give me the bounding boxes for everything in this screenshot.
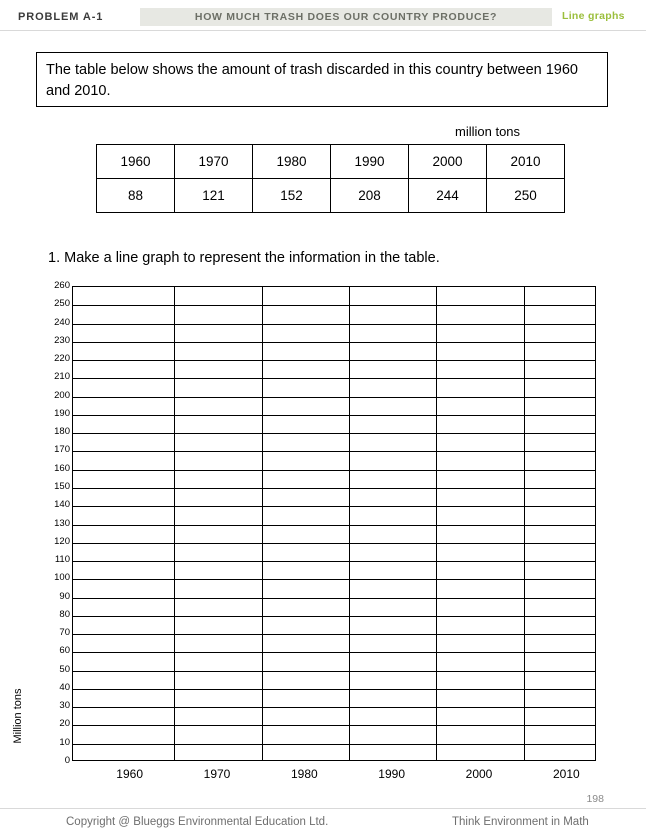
grid-line-horizontal xyxy=(73,671,595,672)
y-axis-tick-label: 10 xyxy=(59,736,70,748)
table-cell-value: 88 xyxy=(97,179,175,213)
table-cell-year: 1970 xyxy=(175,145,253,179)
y-axis-tick-label: 250 xyxy=(54,298,70,310)
footer-copyright: Copyright @ Blueggs Environmental Education Ltd. xyxy=(66,816,329,828)
grid-line-vertical xyxy=(262,287,263,760)
intro-text: The table below shows the amount of trash discarded in this country between 1960 and 2010. xyxy=(46,62,578,99)
grid-line-horizontal xyxy=(73,561,595,562)
grid-line-horizontal xyxy=(73,634,595,635)
grid-line-horizontal xyxy=(73,707,595,708)
grid-line-horizontal xyxy=(73,506,595,507)
table-units-label: million tons xyxy=(455,124,521,139)
grid-line-vertical xyxy=(436,287,437,760)
y-axis-tick-label: 0 xyxy=(64,755,70,766)
grid-line-horizontal xyxy=(73,652,595,653)
header-title: HOW MUCH TRASH DOES OUR COUNTRY PRODUCE? xyxy=(194,11,498,23)
grid-line-horizontal xyxy=(73,744,595,745)
footer-divider xyxy=(0,808,646,809)
grid-line-horizontal xyxy=(73,725,595,726)
table-cell-year: 2010 xyxy=(487,145,565,179)
y-axis-tick-label: 140 xyxy=(54,499,70,511)
grid-line-horizontal xyxy=(73,305,595,306)
x-axis-tick-labels xyxy=(72,767,596,787)
grid-line-horizontal xyxy=(73,598,595,599)
plot-grid xyxy=(72,286,596,761)
y-axis-tick-label: 260 xyxy=(54,280,70,291)
y-axis-tick-label: 70 xyxy=(59,627,70,639)
x-axis-tick-label: 1970 xyxy=(203,767,231,781)
y-axis-tick-label: 110 xyxy=(54,554,70,566)
grid-line-horizontal xyxy=(73,378,595,379)
table-cell-year: 1990 xyxy=(331,145,409,179)
y-axis-tick-label: 180 xyxy=(54,426,70,438)
y-axis-tick-label: 160 xyxy=(54,462,70,474)
y-axis-tick-label: 40 xyxy=(59,681,70,693)
y-axis-tick-label: 90 xyxy=(59,590,70,602)
grid-line-horizontal xyxy=(73,324,595,325)
y-axis-tick-label: 210 xyxy=(54,371,70,383)
table-cell-value: 208 xyxy=(331,179,409,213)
y-axis-tick-label: 80 xyxy=(59,608,70,620)
grid-line-horizontal xyxy=(73,488,595,489)
header-divider xyxy=(0,30,646,31)
table-row-values xyxy=(97,179,565,213)
y-axis-tick-label: 130 xyxy=(54,517,70,529)
page-header xyxy=(0,8,646,30)
y-axis-tick-label: 240 xyxy=(54,316,70,328)
y-axis-tick-label: 230 xyxy=(54,334,70,346)
y-axis-tick-label: 100 xyxy=(54,572,70,584)
table-cell-year: 2000 xyxy=(409,145,487,179)
x-axis-tick-label: 1960 xyxy=(116,767,143,781)
x-axis-tick-label: 2010 xyxy=(552,767,580,781)
grid-line-horizontal xyxy=(73,525,595,526)
topic-label: Line graphs xyxy=(562,10,625,22)
y-axis-tick-label: 50 xyxy=(59,663,70,675)
blank-line-graph xyxy=(0,280,646,780)
grid-line-horizontal xyxy=(73,397,595,398)
page-number: 198 xyxy=(586,793,604,805)
grid-line-horizontal xyxy=(73,689,595,690)
table-cell-value: 244 xyxy=(409,179,487,213)
y-axis-tick-labels xyxy=(40,280,70,766)
y-axis-tick-label: 20 xyxy=(59,718,70,730)
grid-line-horizontal xyxy=(73,360,595,361)
y-axis-tick-label: 190 xyxy=(54,407,70,419)
grid-line-horizontal xyxy=(73,342,595,343)
table-cell-year: 1960 xyxy=(97,145,175,179)
x-axis-tick-label: 2000 xyxy=(465,767,493,781)
y-axis-tick-label: 220 xyxy=(54,353,70,365)
y-axis-tick-label: 30 xyxy=(59,700,70,712)
intro-box xyxy=(36,52,608,107)
grid-line-vertical xyxy=(524,287,525,760)
problem-label: PROBLEM A-1 xyxy=(18,11,104,23)
y-axis-tick-label: 150 xyxy=(54,480,70,492)
y-axis-title: Million tons xyxy=(12,688,24,744)
grid-line-horizontal xyxy=(73,616,595,617)
table-cell-year: 1980 xyxy=(253,145,331,179)
y-axis-tick-label: 200 xyxy=(54,389,70,401)
grid-line-horizontal xyxy=(73,433,595,434)
table-cell-value: 250 xyxy=(487,179,565,213)
grid-line-vertical xyxy=(174,287,175,760)
y-axis-tick-label: 170 xyxy=(54,444,70,456)
y-axis-tick-label: 120 xyxy=(54,535,70,547)
grid-line-horizontal xyxy=(73,451,595,452)
grid-line-horizontal xyxy=(73,579,595,580)
table-cell-value: 121 xyxy=(175,179,253,213)
grid-line-horizontal xyxy=(73,543,595,544)
question-text: 1. Make a line graph to represent the information in the table. xyxy=(48,250,440,266)
footer-tagline: Think Environment in Math xyxy=(452,816,589,828)
header-title-bar xyxy=(140,8,552,26)
grid-line-vertical xyxy=(349,287,350,760)
data-table xyxy=(96,144,565,213)
table-row-years xyxy=(97,145,565,179)
x-axis-tick-label: 1980 xyxy=(290,767,318,781)
grid-line-horizontal xyxy=(73,415,595,416)
x-axis-tick-label: 1990 xyxy=(378,767,405,781)
grid-line-horizontal xyxy=(73,470,595,471)
table-cell-value: 152 xyxy=(253,179,331,213)
y-axis-tick-label: 60 xyxy=(59,645,70,657)
